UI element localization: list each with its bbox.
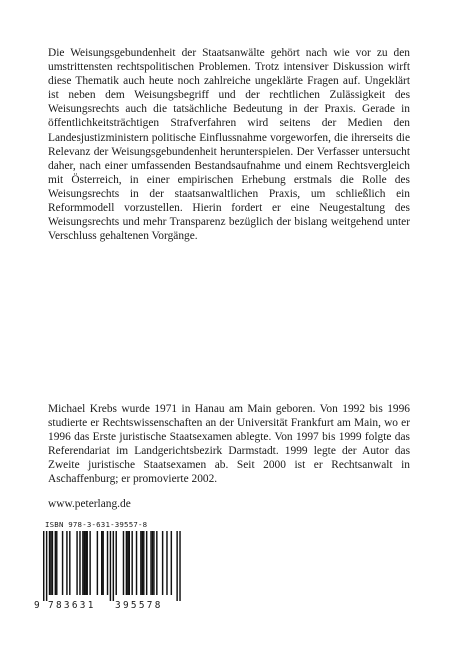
barcode-guard-bar (113, 531, 114, 601)
barcode-guard-bar (110, 531, 111, 601)
barcode-bar (150, 531, 151, 595)
barcode-guard-bar (176, 531, 177, 601)
ean-left-digits: 783631 (48, 600, 96, 611)
barcode-bar (85, 531, 86, 595)
barcode-bar (171, 531, 172, 595)
barcode-bar (102, 531, 103, 595)
barcode-bar (107, 531, 108, 595)
barcode-bar (79, 531, 80, 595)
barcode-bar (146, 531, 147, 595)
barcode-bar (129, 531, 130, 595)
barcode-guard-bar (179, 531, 180, 601)
barcode-bar (153, 531, 154, 595)
barcode-bar (66, 531, 67, 595)
barcode-bar (50, 531, 51, 595)
ean-right-digits: 395578 (115, 600, 163, 611)
isbn-barcode (34, 520, 186, 618)
author-biography (48, 402, 410, 487)
barcode-bar (126, 531, 127, 595)
barcode-guard-bar (43, 531, 44, 601)
barcode-bar (101, 531, 102, 595)
barcode-bar (143, 531, 144, 595)
barcode-bar (127, 531, 128, 595)
book-description (48, 46, 410, 243)
barcode-guard-bar (46, 531, 47, 601)
barcode-bar (140, 531, 141, 595)
barcode-bar (69, 531, 70, 595)
ean-first-digit: 9 (34, 600, 40, 611)
barcode-bar (49, 531, 50, 595)
barcode-bar (56, 531, 57, 595)
barcode-bar (131, 531, 132, 595)
barcode-bar (162, 531, 163, 595)
author-biography-text: Michael Krebs wurde 1971 in Hanau am Main geboren. Von 1992 bis 1996 studierte er Rechtswissenschaften an der Universität Frankfurt am Main, wo er 1996 das Erste juristische Staatsexamen ablegte. Von 1997 bis 1999 folgte das Referendariat im Landgerichtsbezirk Darmstadt. 1999 legte der Autor das Zweite juristische Staatsexamen ab. Seit 2000 ist er Rechtsanwalt in Aschaffenburg; er promovierte 2002. (48, 403, 410, 486)
barcode-bar (84, 531, 85, 595)
barcode-bars (34, 531, 186, 603)
barcode-bar (97, 531, 98, 595)
barcode-bar (116, 531, 117, 595)
publisher-website-link[interactable]: www.peterlang.de (48, 498, 131, 510)
barcode-bar (123, 531, 124, 595)
barcode-bar (62, 531, 63, 595)
barcode-bar (89, 531, 90, 595)
barcode-bar (87, 531, 88, 595)
barcode-bar (156, 531, 157, 595)
barcode-bar (136, 531, 137, 595)
barcode-bar (82, 531, 83, 595)
barcode-bar (55, 531, 56, 595)
barcode-bar (142, 531, 143, 595)
barcode-bar (52, 531, 53, 595)
barcode-bar (152, 531, 153, 595)
barcode-bar (76, 531, 77, 595)
barcode-bar (166, 531, 167, 595)
isbn-label: ISBN 978-3-631-39557-8 (45, 520, 148, 529)
book-description-text: Die Weisungsgebundenheit der Staatsanwälte gehört nach wie vor zu den umstrittensten rechtspolitischen Problemen. Trotz intensiver Diskussion wirft diese Thematik auch heute noch zahlreiche ungeklärte Fragen auf. Ungeklärt ist neben dem Weisungsbegriff und der rechtlichen Zulässigkeit des Weisungsrechts auch die tatsächliche Bedeutung in der Praxis. Gerade in öffentlichkeitsträchtigen Strafverfahren wird seitens der Medien den Landesjustizministern politische Einflussnahme vorgeworfen, die ihrerseits die Relevanz der Weisungsgebundenheit herunterspielen. Der Verfasser untersucht daher, nach einer umfassenden Bestandsaufnahme und einem Rechtsvergleich mit Österreich, in einer empirischen Erhebung erstmals die Rolle des Weisungsrechts in der staatsanwaltlichen Praxis, um schließlich ein Reformmodell vorzustellen. Hierin fordert er eine Neugestaltung des Weisungsrechts und mehr Transparenz bezüglich der bislang weitgehend unter Verschluss gehaltenen Vorgänge. (48, 47, 410, 243)
